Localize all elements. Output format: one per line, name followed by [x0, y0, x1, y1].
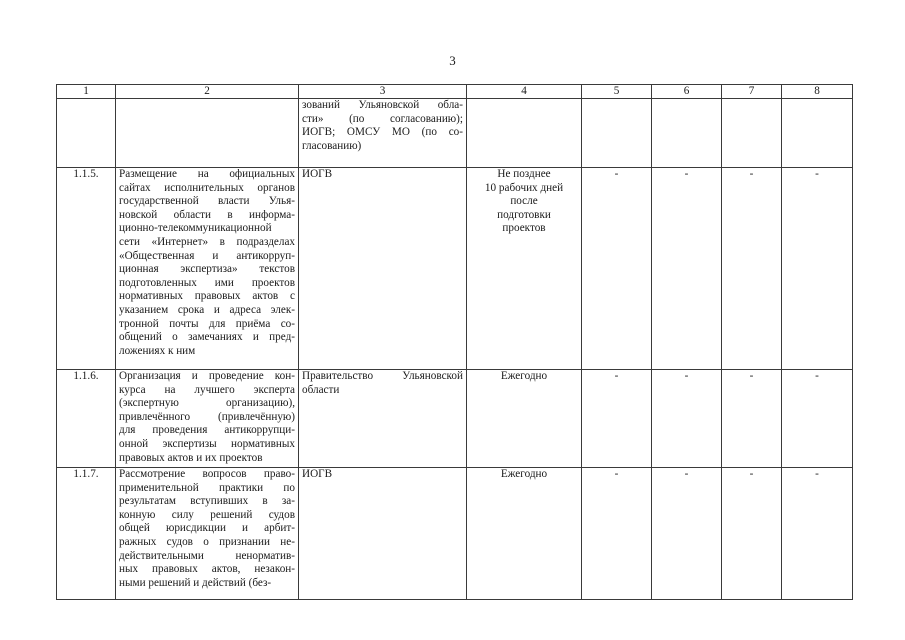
measure-cell — [116, 99, 299, 168]
cell-text-line: сети «Интернет» в подразделах — [119, 235, 295, 248]
executor-cell — [299, 370, 467, 468]
row-number: 1.1.7. — [57, 468, 116, 600]
table-row — [57, 468, 853, 600]
cell-text-line: подготовленных ими проектов — [119, 276, 295, 289]
cell-text-line: области — [302, 383, 340, 396]
cell-text-line: нормативных правовых актов с — [119, 290, 295, 303]
cell-text-line: «Общественная и антикорруп- — [119, 249, 295, 262]
value-cell: - — [582, 168, 652, 370]
column-header: 2 — [116, 85, 299, 99]
value-cell — [652, 99, 722, 168]
value-cell — [582, 99, 652, 168]
executor-cell — [299, 468, 467, 600]
table-row — [57, 370, 853, 468]
cell-text-line: Ежегодно — [500, 370, 548, 382]
cell-text-line: ИОГВ — [302, 168, 333, 180]
cell-text-line: конную силу решений судов — [119, 508, 295, 521]
column-header: 4 — [467, 85, 582, 99]
cell-text-line: онной экспертизы нормативных — [119, 437, 295, 450]
cell-text-line: государственной власти Улья- — [119, 195, 295, 208]
cell-text-line: указанием срока и адреса элек- — [119, 303, 295, 316]
cell-text-line: правовых актов и их проектов — [119, 451, 263, 464]
cell-text-line: ных правовых актов, незакон- — [119, 563, 295, 576]
cell-text-line: проектов — [502, 222, 546, 235]
value-cell — [782, 99, 853, 168]
deadline-cell — [467, 370, 582, 468]
deadline-cell — [467, 468, 582, 600]
column-header: 5 — [582, 85, 652, 99]
cell-text-line: курса на лучшего эксперта — [119, 383, 295, 396]
value-cell: - — [582, 468, 652, 600]
cell-text-line: привлечённого (привлечённую) — [119, 410, 295, 423]
value-cell: - — [782, 468, 853, 600]
cell-text-line: Не позднее — [497, 168, 551, 180]
cell-text-line: ционная экспертиза» текстов — [119, 263, 295, 276]
row-number: 1.1.5. — [57, 168, 116, 370]
cell-text-line: зований Ульяновской обла- — [302, 99, 463, 111]
cell-text-line: ложениях к ним — [119, 344, 196, 357]
value-cell: - — [722, 168, 782, 370]
value-cell: - — [722, 468, 782, 600]
measure-cell — [116, 168, 299, 370]
cell-text-line: Правительство Ульяновской — [302, 370, 463, 382]
column-header: 6 — [652, 85, 722, 99]
cell-text-line: гласованию) — [302, 139, 362, 152]
cell-text-line: тронной почты для приёма со- — [119, 317, 295, 330]
column-header: 1 — [57, 85, 116, 99]
cell-text-line: сайтах исполнительных органов — [119, 181, 295, 194]
cell-text-line: после — [510, 195, 538, 208]
value-cell: - — [782, 168, 853, 370]
deadline-cell — [467, 99, 582, 168]
cell-text-line: применительной практики по — [119, 481, 295, 494]
value-cell: - — [582, 370, 652, 468]
value-cell: - — [722, 370, 782, 468]
cell-text-line: общей юрисдикции и арбит- — [119, 522, 295, 535]
num-cell — [57, 99, 116, 168]
cell-text-line: ИОГВ — [302, 468, 333, 480]
cell-text-line: ционно-телекоммуникационной — [119, 222, 272, 235]
cell-text-line: 10 рабочих дней — [484, 181, 564, 194]
cell-text-line: (экспертную организацию), — [119, 397, 295, 410]
value-cell: - — [782, 370, 853, 468]
cell-text-line: подготовки — [497, 208, 551, 221]
cell-text-line: новской области в информа- — [119, 208, 295, 221]
cell-text-line: результатам вступивших в за- — [119, 495, 295, 508]
cell-text-line: ражных судов о признании не- — [119, 535, 295, 548]
cell-text-line: Ежегодно — [500, 468, 548, 480]
value-cell: - — [652, 370, 722, 468]
measure-cell — [116, 370, 299, 468]
cell-text-line: Размещение на официальных — [119, 168, 295, 180]
deadline-cell — [467, 168, 582, 370]
cell-text-line: для проведения антикоррупци- — [119, 424, 295, 437]
value-cell: - — [652, 168, 722, 370]
value-cell: - — [652, 468, 722, 600]
value-cell — [722, 99, 782, 168]
cell-text-line: сти» (по согласованию); — [302, 112, 463, 125]
row-number: 1.1.6. — [57, 370, 116, 468]
executor-cell — [299, 99, 467, 168]
page-number: 3 — [449, 53, 456, 68]
plan-table — [56, 84, 853, 600]
cell-text-line: ИОГВ; ОМСУ МО (по со- — [302, 126, 463, 139]
table-row — [57, 99, 853, 168]
column-header: 8 — [782, 85, 853, 99]
table-row — [57, 168, 853, 370]
measure-cell — [116, 468, 299, 600]
cell-text-line: ными решений и действий (без- — [119, 576, 272, 589]
column-header: 3 — [299, 85, 467, 99]
cell-text-line: общений о замечаниях и пред- — [119, 331, 295, 344]
executor-cell — [299, 168, 467, 370]
column-header: 7 — [722, 85, 782, 99]
table-header-row — [57, 85, 853, 99]
cell-text-line: Организация и проведение кон- — [119, 370, 295, 382]
cell-text-line: Рассмотрение вопросов право- — [119, 468, 295, 480]
cell-text-line: действительными ненорматив- — [119, 549, 295, 562]
